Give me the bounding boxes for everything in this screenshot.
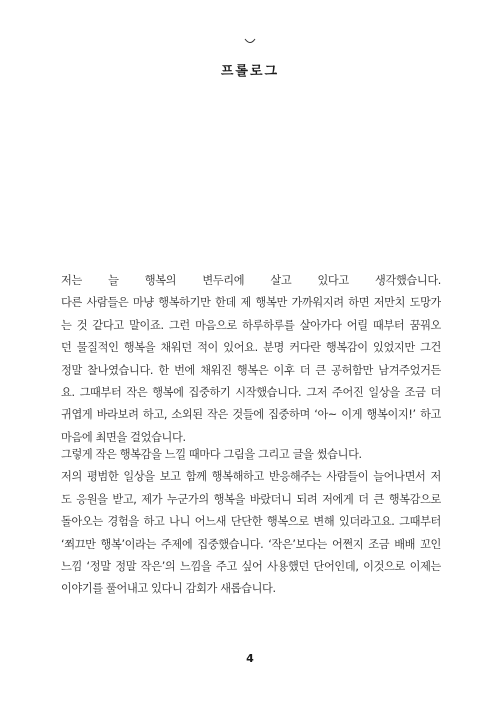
text-line: 도 응원을 받고, 제가 누군가의 행복을 바랐더니 되려 저에게 더 큰 행복감으로 — [61, 492, 441, 506]
text-line: 저는 늘 행복의 변두리에 살고 있다고 생각했습니다. — [61, 274, 441, 287]
text-line: 이야기를 풀어내고 있다니 감회가 새롭습니다. — [61, 582, 276, 596]
text-line: ‘쬐끄만 행복’이라는 주제에 집중했습니다. ‘작은’보다는 어쩐지 조금 배배 꼬인 — [61, 537, 441, 551]
smile-ornament-icon — [244, 38, 256, 46]
text-line: 그렇게 작은 행복감을 느낄 때마다 그림을 그리고 글을 썼습니다. — [61, 448, 362, 461]
paragraph-2 — [61, 444, 441, 601]
text-line: 다른 사람들은 마냥 행복하기만 한데 제 행복만 가까워지려 하면 저만치 도망가 — [61, 296, 441, 310]
paragraph-1 — [61, 270, 441, 449]
text-line: 저의 평범한 일상을 보고 함께 행복해하고 반응해주는 사람들이 늘어나면서 저 — [61, 470, 441, 484]
text-line: 귀엽게 바라보려 하고, 소외된 작은 것들에 집중하며 ‘아~ 이게 행복이지!’ 하고 — [61, 408, 441, 422]
chapter-title: 프롤로그 — [220, 64, 280, 79]
text-line: 는 것 같다고 말이죠. 그런 마음으로 하루하루를 살아가다 어릴 때부터 꿈꿔오 — [61, 318, 441, 332]
text-line: 던 물질적인 행복을 채워던 적이 있어요. 분명 커다란 행복감이 있었지만 그건 — [61, 341, 441, 355]
text-line: 요. 그때부터 작은 행복에 집중하기 시작했습니다. 그저 주어진 일상을 조금 더 — [61, 385, 441, 399]
page-number: 4 — [246, 652, 254, 665]
text-line: 마음에 최면을 걸었습니다. — [61, 430, 186, 444]
text-line: 정말 찰나였습니다. 한 번에 채워진 행복은 이후 더 큰 공허함만 남겨주었거든 — [61, 363, 441, 377]
text-line: 돌아오는 경험을 하고 나니 어느새 단단한 행복으로 변해 있더라고요. 그때부터 — [61, 515, 441, 529]
text-line: 느낌 ‘정말 정말 작은’의 느낌을 주고 싶어 사용했던 단어인데, 이것으로 이제는 — [61, 559, 441, 573]
